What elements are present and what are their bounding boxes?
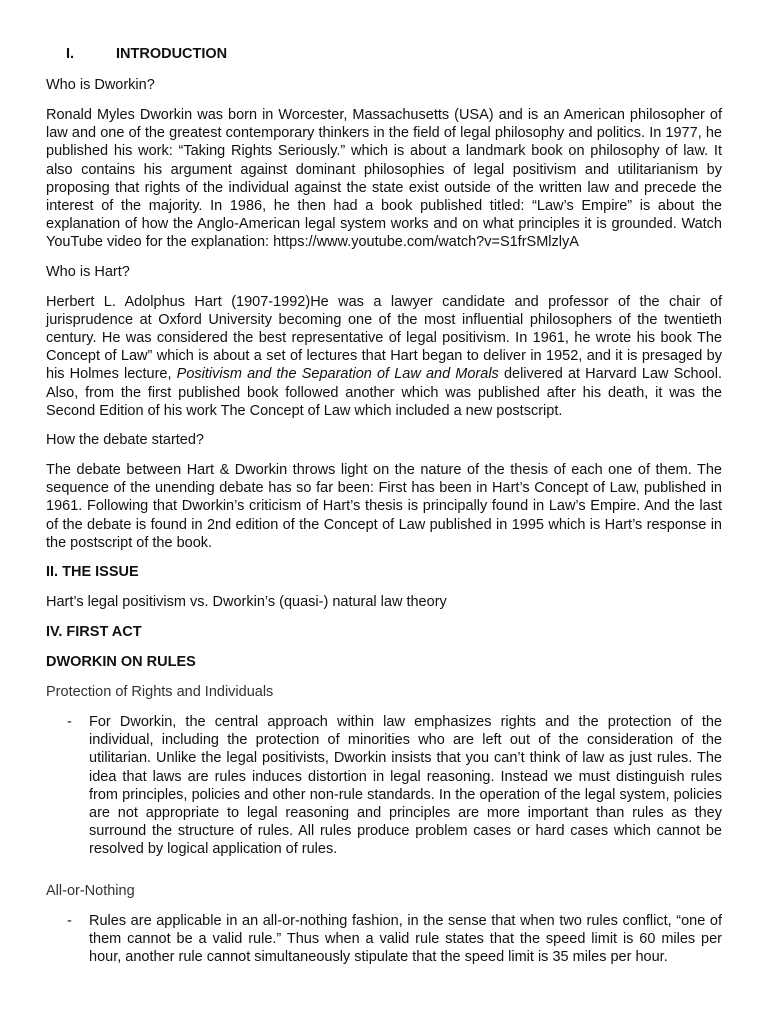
spacer bbox=[46, 870, 722, 882]
hart-lecture-title: Positivism and the Separation of Law and Morals bbox=[176, 366, 499, 383]
all-or-nothing-subheading: All-or-Nothing bbox=[46, 882, 135, 899]
section-numeral: I. bbox=[66, 46, 75, 62]
bullet-dash: - bbox=[67, 912, 72, 929]
list-item bbox=[46, 713, 722, 859]
hart-paragraph-part-1: Herbert L. Adolphus Hart (1907-1992)He was a lawyer candidate and professor of the chair of jurisprudence at Oxford University becoming one of the most influential philosophers of the twentieth century. He was considered the best representative of legal positivism. In 1961, he wrote his book The Concept of Law” which is about a set of lectures that Hart began to deliver in 1952, and it is presaged by his Holmes lecture, bbox=[46, 293, 722, 383]
first-act-heading: IV. FIRST ACT bbox=[46, 624, 142, 641]
dworkin-paragraph: Ronald Myles Dworkin was born in Worcester, Massachusetts (USA) and is an American philosopher of law and one of the greatest contemporary thinkers in the field of legal philosophy and politics. In 1977, he published his work: “Taking Rights Seriously.” which is about a landmark book on philosophy of law. It also contains his argument against dominant philosophies of legal positivism and utilitarianism by proposing that rights of the individual against the state exist outside of the written law and precede the interest of the majority. In 1986, he then had a book published titled: “Law’s Empire” is about the explanation of how the Anglo-American legal system works and on what principles it is grounded. Watch YouTube video for the explanation: https://www.youtube.com/watch?v=S1frSMlzlyA bbox=[46, 107, 722, 251]
issue-heading: II. THE ISSUE bbox=[46, 564, 139, 581]
debate-paragraph: The debate between Hart & Dworkin throws light on the nature of the thesis of each one of them. The sequence of the unending debate has so far been: First has been in Hart’s Concept of Law, published in 1961. Following that Dworkin’s criticism of Hart’s thesis is principally found in Law’s Empire. And the last of the debate is found in 2nd edition of the Concept of Law published in 1995 which is Hart’s response in the postscript of the book. bbox=[46, 462, 722, 551]
bullet-text: For Dworkin, the central approach within law emphasizes rights and the protection of the individual, including the protection of minorities who are left out of the consideration of the utilitarian. Unlike the legal positivists, Dworkin insists that you can’t think of law as just rules. The idea that laws are rules induces distortion in legal reasoning. Instead we must distinguish rules from principles, policies and other non-rule standards. In the operation of the legal system, policies are not appropriate to legal reasoning and principles are more important than rules as they surround the structure of rules. All rules produce problem cases or hard cases which cannot be resolved by logical application of rules. bbox=[89, 714, 722, 858]
dworkin-question: Who is Dworkin? bbox=[46, 77, 155, 93]
hart-paragraph bbox=[46, 293, 722, 420]
dworkin-rules-heading: DWORKIN ON RULES bbox=[46, 654, 196, 671]
protection-subheading: Protection of Rights and Individuals bbox=[46, 684, 274, 701]
hart-question: Who is Hart? bbox=[46, 263, 130, 280]
issue-text: Hart’s legal positivism vs. Dworkin’s (quasi-) natural law theory bbox=[46, 594, 447, 611]
bullet-dash: - bbox=[67, 714, 72, 731]
hart-paragraph-part-2: delivered at Harvard Law School. Also, from the first published book followed another which was published after his death, it was the Second Edition of his work The Concept of Law which included a new postscript. bbox=[46, 366, 722, 419]
bullet-text: Rules are applicable in an all-or-nothing fashion, in the sense that when two rules conflict, “one of them cannot be a valid rule.” Thus when a valid rule states that the speed limit is 60 miles per hour, another rule cannot simultaneously stipulate that the speed limit is 35 miles per hour. bbox=[89, 912, 722, 966]
introduction-heading bbox=[46, 44, 722, 64]
list-item bbox=[46, 912, 722, 967]
section-title: INTRODUCTION bbox=[116, 46, 228, 62]
debate-question: How the debate started? bbox=[46, 432, 204, 449]
